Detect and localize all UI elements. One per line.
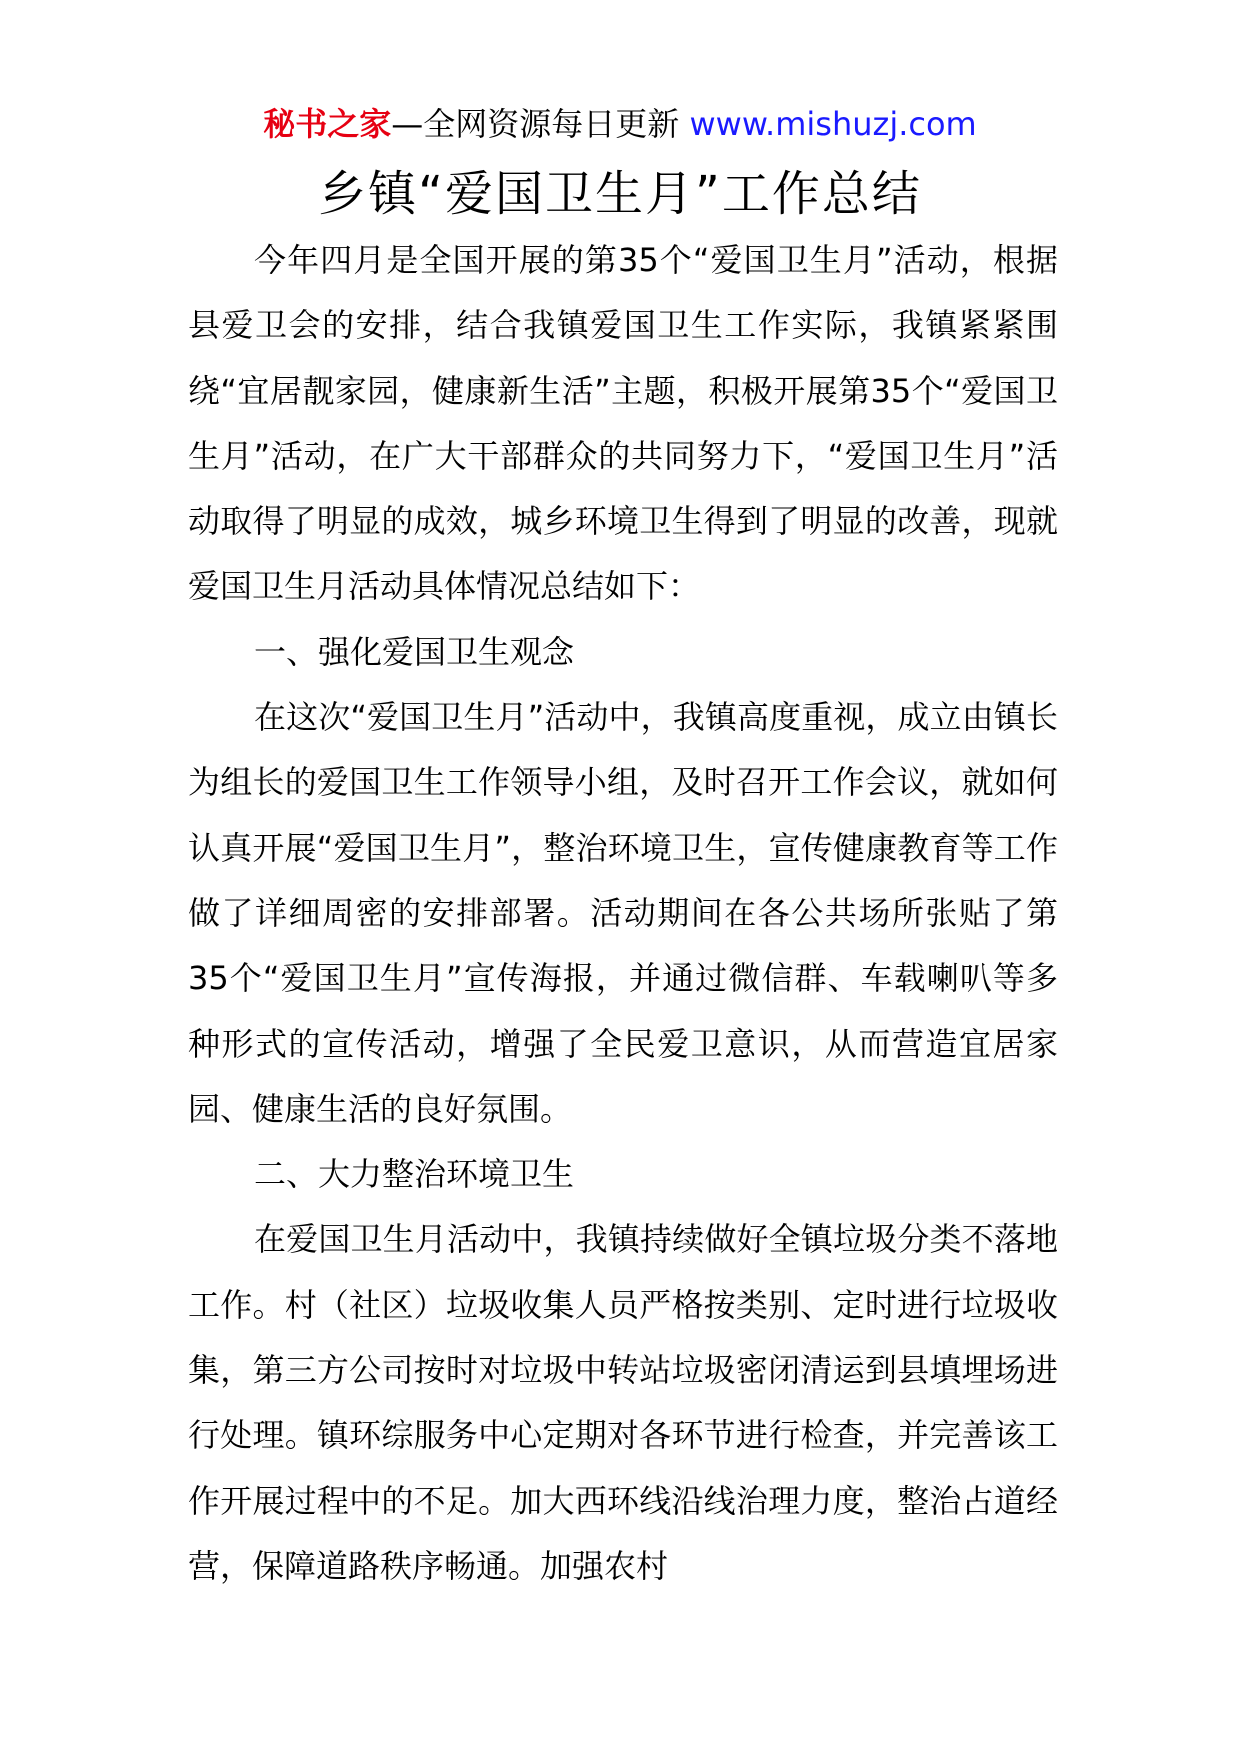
document-title: 乡镇“爱国卫生月”工作总结 xyxy=(318,166,922,222)
site-brand: 秘书之家 xyxy=(263,105,392,143)
site-url-link[interactable]: www.mishuzj.com xyxy=(689,105,977,143)
intro-paragraph: 今年四月是全国开展的第35个“爱国卫生月”活动，根据县爱卫会的安排，结合我镇爱国卫生工作实际，我镇紧紧围绕“宜居靓家园，健康新生活”主题，积极开展第35个“爱国卫生月”活动，在广大干部群众的共同努力下，“爱国卫生月”活动取得了明显的成效，城乡环境卫生得到了明显的改善，现就爱国卫生月活动具体情况总结如下： xyxy=(188,241,1058,606)
document-body xyxy=(188,228,1058,1599)
section-2-paragraph: 在爱国卫生月活动中，我镇持续做好全镇垃圾分类不落地工作。村（社区）垃圾收集人员严格按类别、定时进行垃圾收集，第三方公司按时对垃圾中转站垃圾密闭清运到县填埋场进行处理。镇环综服务中心定期对各环节进行检查，并完善该工作开展过程中的不足。加大西环线沿线治理力度，整治占道经营，保障道路秩序畅通。加强农村 xyxy=(188,1220,1058,1585)
section-heading-1: 一、强化爱国卫生观念 xyxy=(254,632,575,671)
site-tagline: —全网资源每日更新 xyxy=(391,105,680,143)
site-header xyxy=(0,98,1240,150)
section-1-paragraph: 在这次“爱国卫生月”活动中，我镇高度重视，成立由镇长为组长的爱国卫生工作领导小组，及时召开工作会议，就如何认真开展“爱国卫生月”，整治环境卫生，宣传健康教育等工作做了详细周密的安排部署。活动期间在各公共场所张贴了第35个“爱国卫生月”宣传海报，并通过微信群、车载喇叭等多种形式的宣传活动，增强了全民爱卫意识，从而营造宜居家园、健康生活的良好氛围。 xyxy=(188,698,1058,1128)
section-heading-2: 二、大力整治环境卫生 xyxy=(254,1155,575,1194)
